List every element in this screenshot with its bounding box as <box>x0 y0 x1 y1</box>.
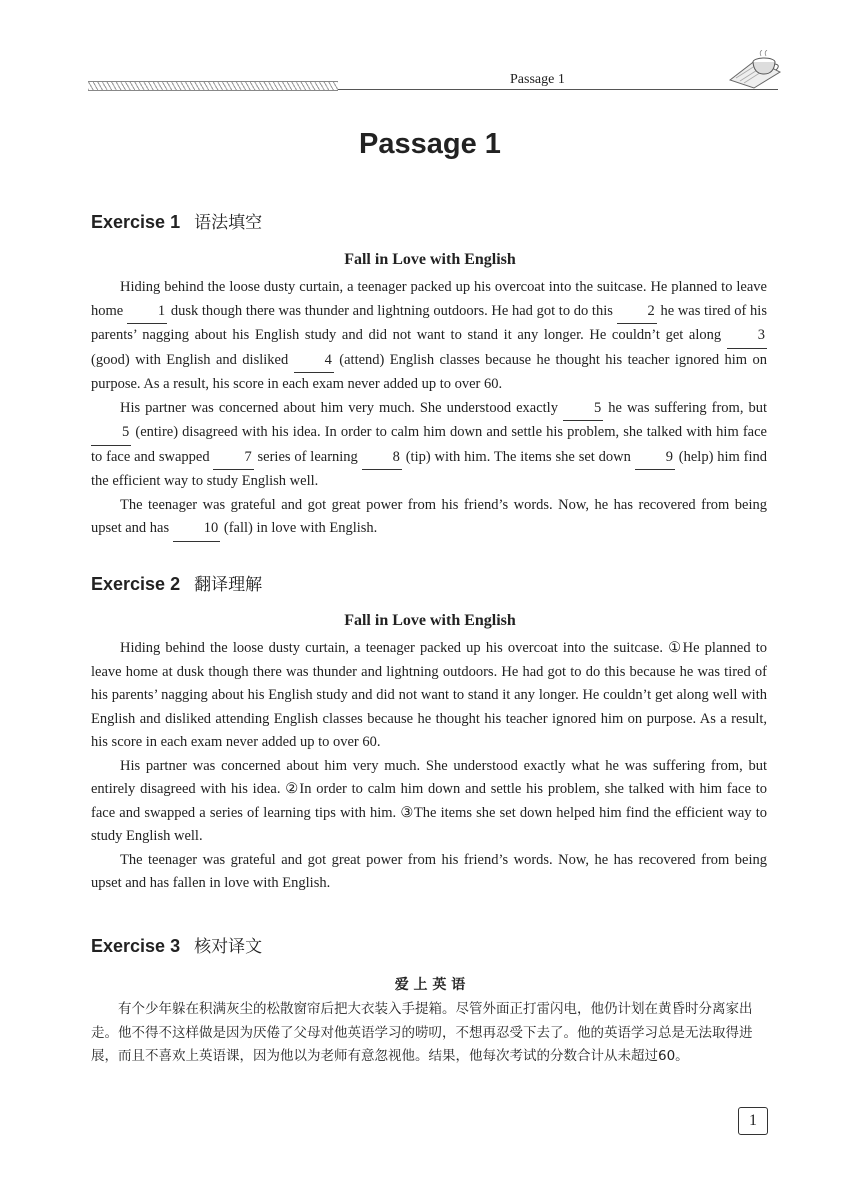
exercise-3-title: 爱 上 英 语 <box>394 977 466 993</box>
text-segment: (fall) in love with English. <box>220 520 378 536</box>
blank-10[interactable]: 10 <box>173 517 221 542</box>
exercise-1-paragraph-3 <box>91 494 767 542</box>
blank-1[interactable]: 1 <box>127 300 167 325</box>
text-segment: The teenager was grateful and got great power from his friend’s words. Now, he has recovered from being upset and has <box>91 496 767 536</box>
exercise-1-passage <box>91 276 767 542</box>
header-title: Passage 1 <box>510 72 565 87</box>
exercise-2-paragraph-2: His partner was concerned about him very much. She understood exactly what he was suffering from, but entirely disagreed with his idea. ②In order to calm him down and settle his problem, she talked with him face to face and swapped a series of learning tips with him. ③The items she set down helped him find the efficient way to study English well. <box>91 757 767 844</box>
blank-8[interactable]: 8 <box>362 446 402 471</box>
exercise-2-title: Fall in Love with English <box>344 612 516 629</box>
text-segment: he was suffering from, but <box>603 399 767 416</box>
exercise-2-passage <box>91 637 767 896</box>
exercise-1-label: Exercise 1 <box>91 212 181 232</box>
blank-4[interactable]: 4 <box>294 349 334 374</box>
exercise-3-label: Exercise 3 <box>91 936 181 956</box>
exercise-2-label-cn: 翻译理解 <box>194 575 263 595</box>
exercise-2-paragraph-3: The teenager was grateful and got great power from his friend’s words. Now, he has recovered from being upset and has fallen in love with English. <box>91 851 767 891</box>
exercise-1-label-cn: 语法填空 <box>194 213 263 233</box>
running-header <box>88 62 788 92</box>
blank-7[interactable]: 7 <box>213 446 253 471</box>
exercise-3-label-cn: 核对译文 <box>194 937 263 957</box>
text-segment: (good) with English and disliked <box>91 351 294 368</box>
exercise-1-heading <box>91 208 262 233</box>
exercise-3-passage <box>91 998 767 1069</box>
text-segment: series of learning <box>253 448 362 465</box>
text-segment: (attend) English classes because he thought his teacher ignored him on purpose. As a result, his score in each exam never added up to over 60. <box>91 351 767 392</box>
header-hatch-decoration <box>88 81 338 91</box>
text-segment: he was tired of his parents’ nagging about his English study and did not want to stand it any longer. He couldn’t get along <box>91 302 767 343</box>
text-segment: (help) him find the efficient way to study English well. <box>91 448 767 489</box>
text-segment: Hiding behind the loose dusty curtain, a teenager packed up his overcoat into the suitcase. He planned to leave home <box>91 279 767 319</box>
page-number: 1 <box>738 1107 768 1135</box>
blank-9[interactable]: 9 <box>635 446 675 471</box>
exercise-3-heading <box>91 932 262 957</box>
header-rule <box>338 89 778 90</box>
coffee-cup-icon <box>726 50 784 90</box>
page-title: Passage 1 <box>359 128 501 160</box>
exercise-1-paragraph-1 <box>91 276 767 397</box>
text-segment: (entire) disagreed with his idea. In order to calm him down and settle his problem, she talked with him face to face and swapped <box>91 424 767 465</box>
blank-5a[interactable]: 5 <box>563 397 603 422</box>
exercise-2-heading <box>91 570 262 595</box>
exercise-2-label: Exercise 2 <box>91 574 181 594</box>
exercise-3-paragraph-1: 有个少年躲在积满灰尘的松散窗帘后把大衣装入手提箱。尽管外面正打雷闪电，他仍计划在黄昏时分离家出走。他不得不这样做是因为厌倦了父母对他英语学习的唠叨，不想再忍受下去了。他的英语学习总是无法取得进展，而且不喜欢上英语课，因为他以为老师有意忽视他。结果，他每次考试的分数合计从未超过60。 <box>91 1001 753 1064</box>
text-segment: dusk though there was thunder and lightning outdoors. He had got to do this <box>167 302 617 319</box>
blank-2[interactable]: 2 <box>617 300 657 325</box>
exercise-1-title: Fall in Love with English <box>344 251 516 268</box>
blank-3[interactable]: 3 <box>727 324 767 349</box>
exercise-2-paragraph-1: Hiding behind the loose dusty curtain, a teenager packed up his overcoat into the suitcase. ①He planned to leave home at dusk though there was thunder and lightning outdoors. He had got to do this because he was tired of his parents’ nagging about his English study and did not want to stand it any longer. He couldn’t get along well with English and disliked attending English classes because he thought his teacher ignored him on purpose. As a result, his score in each exam never added up to over 60. <box>91 640 767 750</box>
blank-5b[interactable]: 5 <box>91 421 131 446</box>
text-segment: (tip) with him. The items she set down <box>401 448 635 465</box>
text-segment: His partner was concerned about him very much. She understood exactly <box>120 399 563 416</box>
exercise-1-paragraph-2 <box>91 397 767 494</box>
